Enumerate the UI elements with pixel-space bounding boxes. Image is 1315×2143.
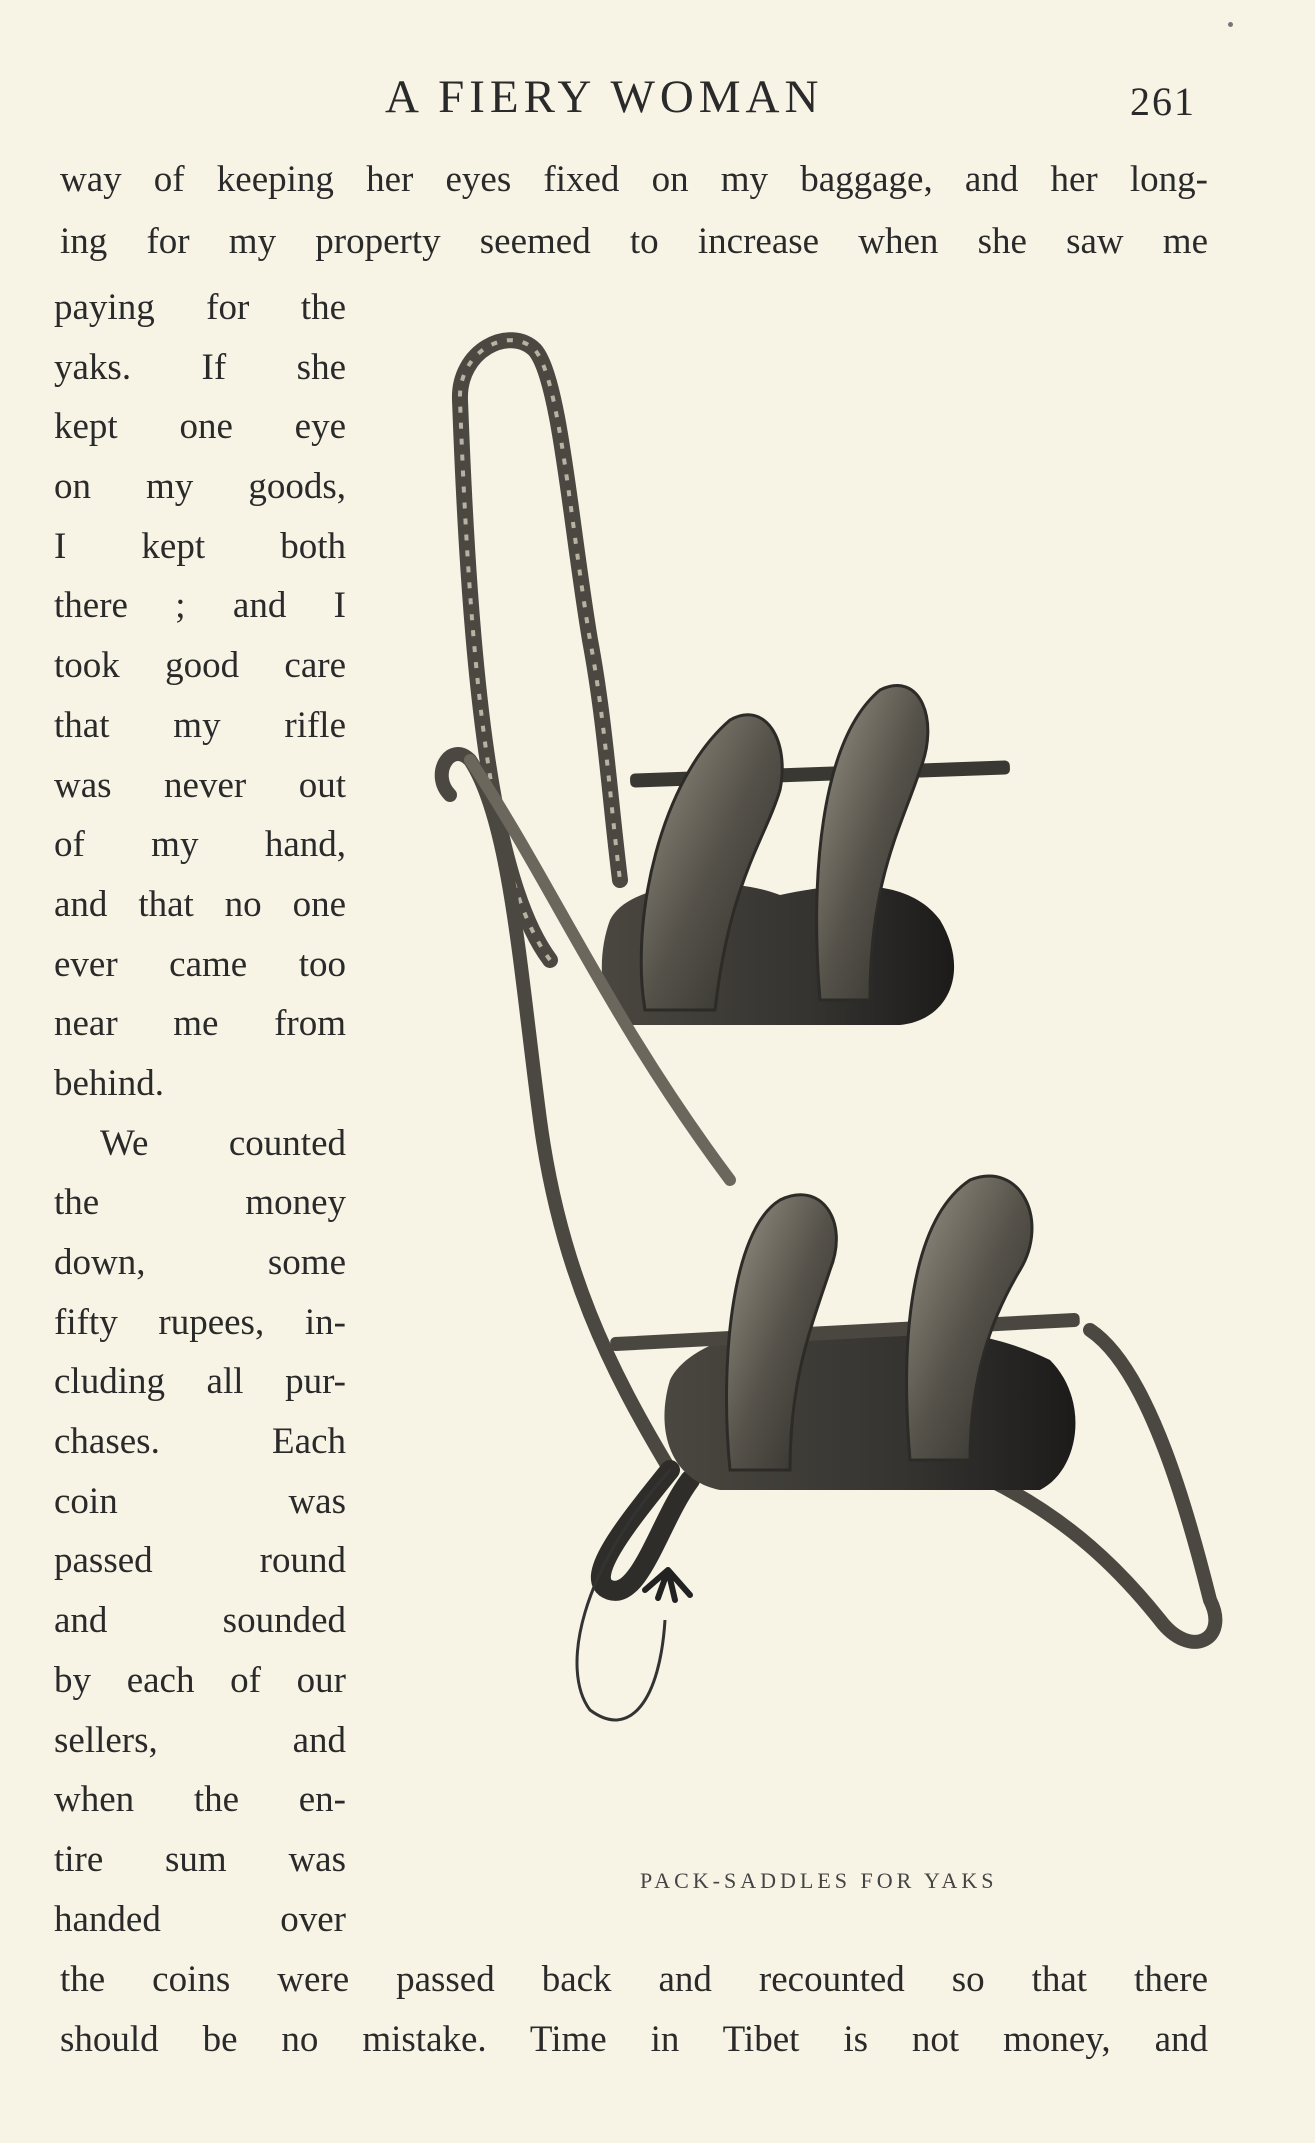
body-line: yaks. If she [54, 346, 346, 388]
body-line: sellers, and [54, 1719, 346, 1761]
body-line: cluding all pur- [54, 1361, 346, 1403]
pack-saddles-drawing [430, 320, 1270, 1840]
body-line: should be no mistake. Time in Tibet is not money, and [60, 2019, 1208, 2060]
body-line: coin was [54, 1480, 346, 1522]
body-line: ing for my property seemed to increase when she saw me [60, 221, 1208, 262]
body-line: passed round [54, 1540, 346, 1582]
body-line: kept one eye [54, 406, 346, 448]
body-line: of my hand, [54, 824, 346, 866]
body-line: I kept both [54, 525, 346, 567]
body-line: handed over [54, 1898, 346, 1940]
body-line: took good care [54, 645, 346, 687]
body-line: behind. [54, 1062, 164, 1104]
body-line: down, some [54, 1242, 346, 1283]
page-number: 261 [1130, 79, 1196, 124]
body-line: the money [54, 1182, 346, 1224]
upper-saddle [460, 340, 1010, 1025]
body-line: chases. Each [54, 1421, 346, 1463]
body-line: when the en- [54, 1779, 346, 1821]
body-line: way of keeping her eyes fixed on my baggage, and her long- [60, 159, 1208, 200]
body-line: fifty rupees, in- [54, 1301, 346, 1343]
running-head [0, 70, 1315, 124]
body-line: by each of our [54, 1659, 346, 1701]
body-line: and that no one [54, 883, 346, 925]
body-line: We counted [100, 1122, 346, 1164]
body-line: that my rifle [54, 704, 346, 746]
body-line: and sounded [54, 1600, 346, 1642]
body-line: the coins were passed back and recounted so that there [60, 1959, 1208, 2000]
narrow-text-column [54, 278, 346, 1949]
figure-caption: PACK-SADDLES FOR YAKS [640, 1868, 998, 1893]
running-title: A FIERY WOMAN [385, 71, 824, 123]
body-line: ever came too [54, 943, 346, 985]
body-line: near me from [54, 1003, 346, 1045]
body-line: there ; and I [54, 585, 346, 627]
body-line: on my goods, [54, 466, 346, 508]
print-speck [1228, 22, 1233, 27]
body-line: paying for the [54, 287, 346, 328]
body-line: tire sum was [54, 1838, 346, 1880]
pack-saddles-illustration [430, 320, 1270, 1840]
body-line: was never out [54, 764, 346, 806]
